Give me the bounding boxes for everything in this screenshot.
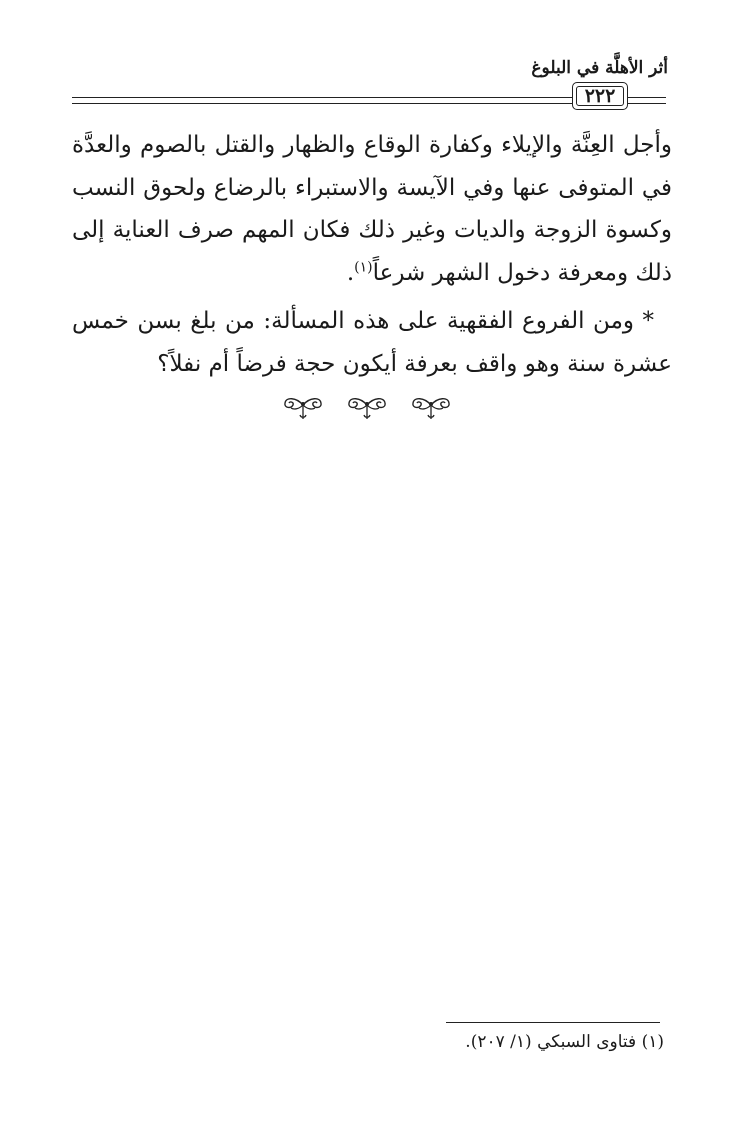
- paragraph-2: * ومن الفروع الفقهية على هذه المسألة: من بلغ بسن خمس عشرة سنة وهو واقف بعرفة أيكون حجة فرضاً أم نفلاً؟: [72, 308, 672, 377]
- ornament-icon: [410, 393, 452, 423]
- page-number: ٢٢٢: [584, 85, 616, 107]
- section-ornaments: [282, 393, 452, 423]
- ornament-icon: [346, 393, 388, 423]
- footnote-separator: [446, 1022, 660, 1023]
- ornament-icon: [282, 393, 324, 423]
- paragraph-1: [72, 124, 672, 294]
- header-rule-short: [636, 97, 666, 104]
- footnote-reference: (١): [354, 258, 373, 275]
- running-title: أثر الأهلَّة في البلوغ: [531, 58, 668, 78]
- page-number-frame: [572, 82, 628, 110]
- footnote: (١) فتاوى السبكي (١/ ٢٠٧).: [465, 1032, 664, 1052]
- paragraph-1-end: .: [346, 259, 355, 286]
- paragraph-1-text: وأجل العِنَّة والإيلاء وكفارة الوقاع والظهار والقتل بالصوم والعدَّة في المتوفى عنها وفي الآيسة والاستبراء بالرضاع ولحوق النسب وكسوة الزوجة والديات وغير ذلك فكان المهم صرف العناية إلى ذلك ومعرفة دخول الشهر شرعاً: [72, 132, 672, 286]
- body-text: [72, 124, 672, 385]
